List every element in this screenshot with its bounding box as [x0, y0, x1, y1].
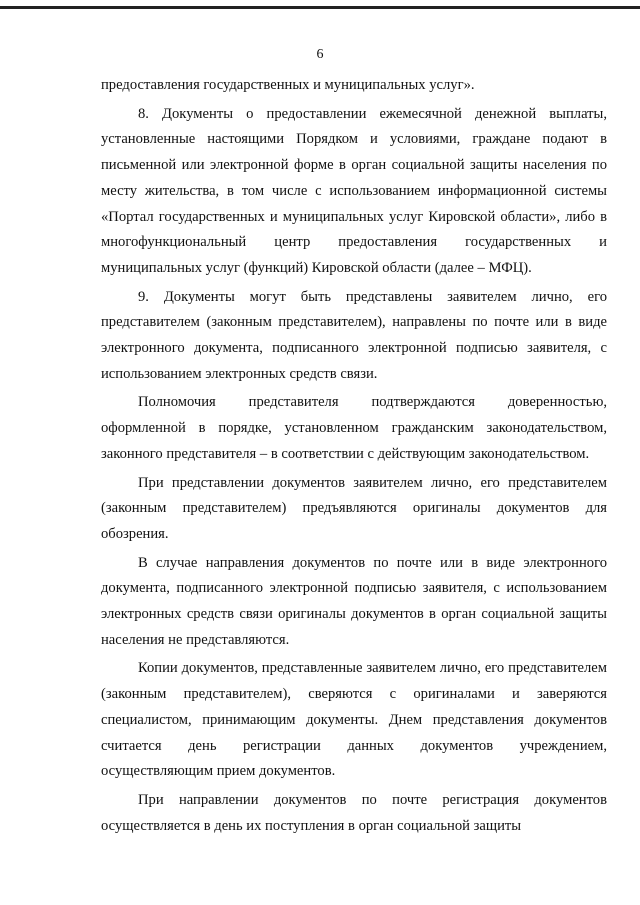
document-body	[101, 73, 607, 842]
paragraph-continuation: предоставления государственных и муниципальных услуг».	[101, 77, 475, 93]
top-border-rule	[0, 6, 640, 9]
paragraph-item-8: 8. Документы о предоставлении ежемесячной денежной выплаты, установленные настоящими Порядком и условиями, граждане подают в письменной или электронной форме в орган социальной защиты населения по месту жительства, в том числе с использованием информационной системы «Портал государственных и муниципальных услуг Кировской области», либо в многофункциональный центр предоставления государственных и муниципальных услуг (функций) Кировской области (далее – МФЦ).	[101, 105, 607, 276]
paragraph-item-9: 9. Документы могут быть представлены заявителем лично, его представителем (законным представителем), направлены по почте или в виде электронного документа, подписанного электронной подписью заявителя, с использованием электронных средств связи.	[101, 288, 607, 382]
paragraph-copies-verification: Копии документов, представленные заявителем лично, его представителем (законным представителем), сверяются с оригиналами и заверяются специалистом, принимающим документы. Днем представления документов считается день регистрации данных документов учреждением, осуществляющим прием документов.	[101, 660, 607, 780]
paragraph-mail-electronic: В случае направления документов по почте или в виде электронного документа, подписанного электронной подписью заявителя, с использованием электронных средств связи оригиналы документов в орган социальной защиты населения не представляются.	[101, 554, 607, 648]
paragraph-originals-in-person: При представлении документов заявителем лично, его представителем (законным представителем) предъявляются оригиналы документов для обозрения.	[101, 474, 607, 542]
page-number: 6	[316, 47, 324, 62]
paragraph-mail-registration: При направлении документов по почте регистрация документов осуществляется в день их поступления в орган социальной защиты	[101, 791, 607, 834]
paragraph-representative-powers: Полномочия представителя подтверждаются доверенностью, оформленной в порядке, установленном гражданским законодательством, законного представителя – в соответствии с действующим законодательством.	[101, 394, 607, 462]
